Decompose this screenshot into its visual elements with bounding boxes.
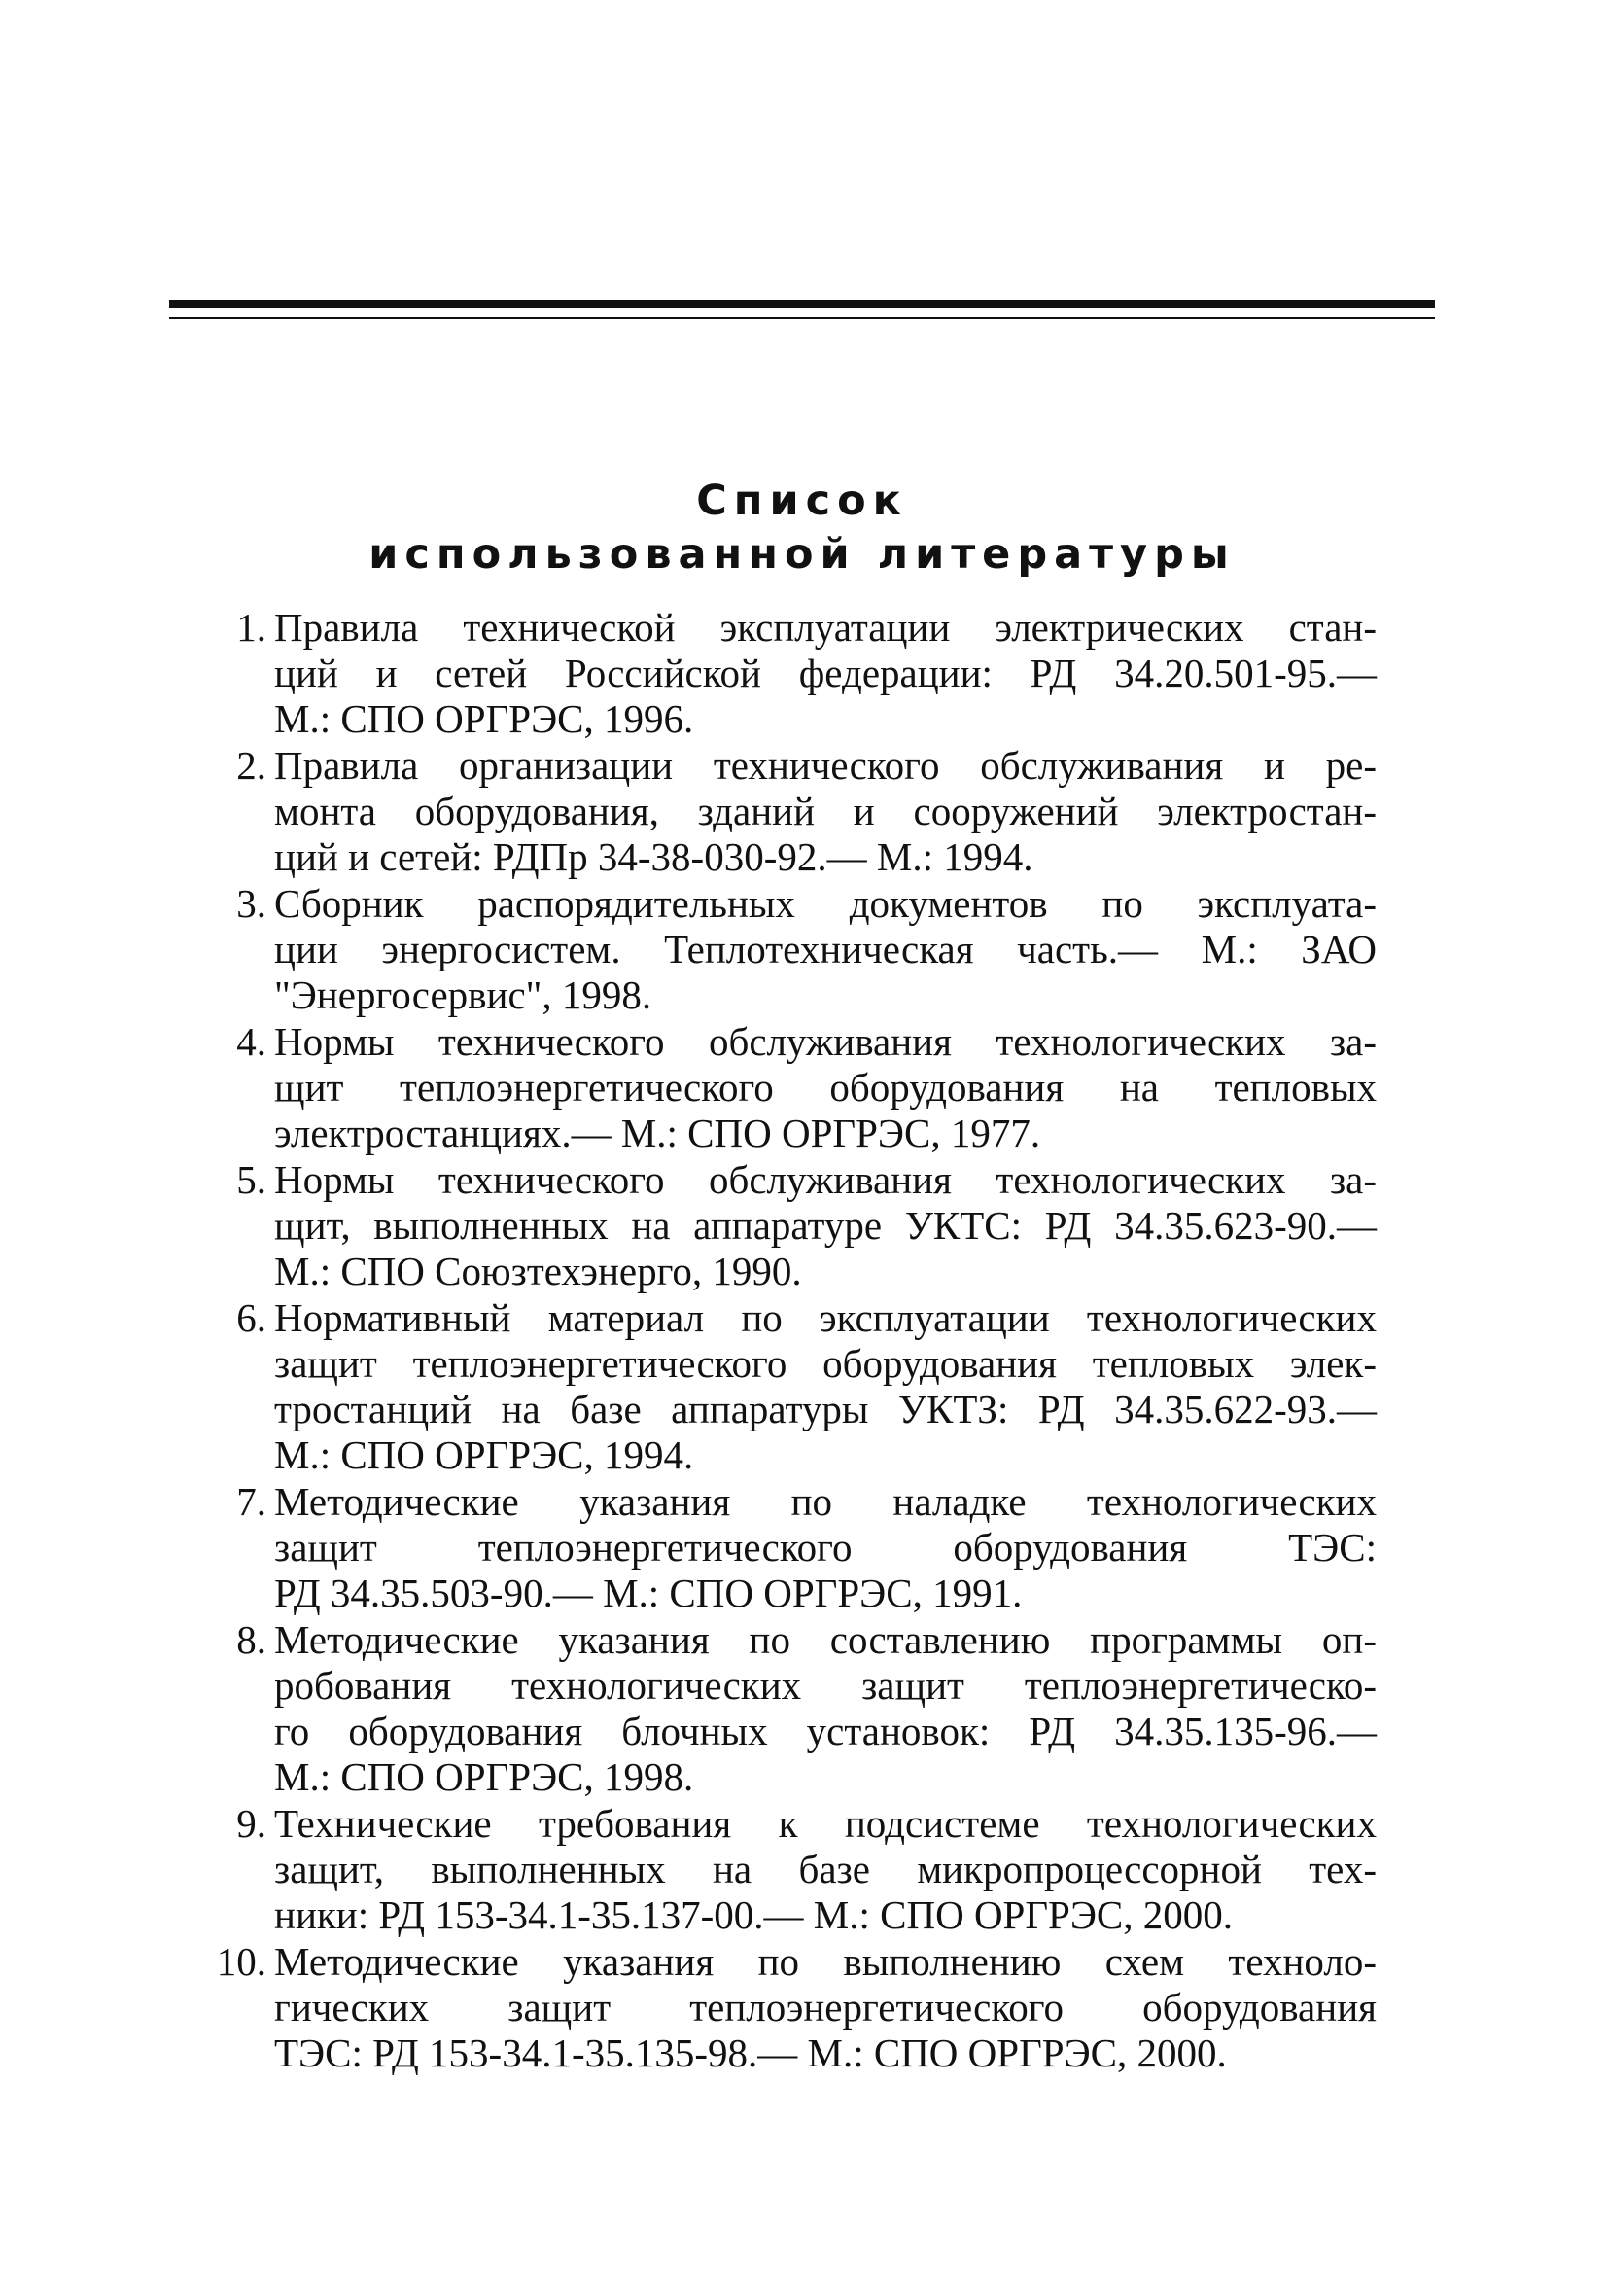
heading-line-2: использованной литературы <box>368 530 1236 579</box>
reference-number: 9. <box>236 1801 266 1846</box>
reference-text-line: гических защит теплоэнергетического оборудования <box>274 1985 1377 2030</box>
reference-number: 5. <box>236 1157 266 1202</box>
reference-number: 6. <box>236 1295 266 1340</box>
reference-item <box>214 1801 1377 1938</box>
reference-text-line: ции энергосистем. Теплотехническая часть.— М.: ЗАО <box>274 927 1377 971</box>
reference-number: 4. <box>236 1019 266 1064</box>
reference-text-line: М.: СПО ОРГРЭС, 1998. <box>274 1754 694 1799</box>
reference-number: 8. <box>236 1617 266 1662</box>
reference-list <box>214 605 1377 2077</box>
reference-text-line: Технические требования к подсистеме технологических <box>274 1801 1377 1846</box>
reference-text-line: Правила организации технического обслуживания и ре- <box>274 743 1377 788</box>
reference-text-line: го оборудования блочных установок: РД 34.35.135-96.— <box>274 1709 1377 1753</box>
reference-text-line: Нормы технического обслуживания технологических за- <box>274 1019 1377 1064</box>
reference-text-line: ций и сетей Российской федерации: РД 34.20.501-95.— <box>274 651 1377 695</box>
reference-text-line: РД 34.35.503-90.— М.: СПО ОРГРЭС, 1991. <box>274 1571 1023 1615</box>
reference-item <box>214 1479 1377 1616</box>
reference-text-line: Нормативный материал по эксплуатации технологических <box>274 1295 1377 1340</box>
reference-text-line: Нормы технического обслуживания технологических за- <box>274 1157 1377 1202</box>
reference-text-line: электростанциях.— М.: СПО ОРГРЭС, 1977. <box>274 1111 1041 1155</box>
reference-number: 10. <box>216 1939 266 1984</box>
reference-text-line: защит, выполненных на базе микропроцессорной тех- <box>274 1847 1377 1891</box>
header-rule-thick <box>169 300 1435 308</box>
reference-item <box>214 1019 1377 1156</box>
reference-text-line: М.: СПО Союзтехэнерго, 1990. <box>274 1249 802 1293</box>
header-rule-thin <box>169 317 1435 319</box>
reference-text-line: Сборник распорядительных документов по эксплуата- <box>274 881 1377 926</box>
reference-item <box>214 1157 1377 1294</box>
reference-item <box>214 743 1377 880</box>
reference-text-line: защит теплоэнергетического оборудования тепловых элек- <box>274 1341 1377 1386</box>
reference-text-line: М.: СПО ОРГРЭС, 1994. <box>274 1432 694 1477</box>
reference-text-line: М.: СПО ОРГРЭС, 1996. <box>274 696 694 741</box>
reference-text-line: "Энергосервис", 1998. <box>274 972 652 1017</box>
reference-text-line: робования технологических защит теплоэнергетическо- <box>274 1663 1377 1708</box>
reference-text-line: ций и сетей: РДПр 34-38-030-92.— М.: 1994. <box>274 834 1033 879</box>
reference-text-line: щит теплоэнергетического оборудования на тепловых <box>274 1065 1377 1110</box>
reference-item <box>214 605 1377 742</box>
reference-number: 3. <box>236 881 266 926</box>
reference-text-line: ТЭС: РД 153-34.1-35.135-98.— М.: СПО ОРГРЭС, 2000. <box>274 2031 1227 2075</box>
reference-text-line: Методические указания по наладке технологических <box>274 1479 1377 1524</box>
reference-text-line: Методические указания по составлению программы оп- <box>274 1617 1377 1662</box>
reference-item <box>214 1617 1377 1800</box>
reference-text-line: щит, выполненных на аппаратуре УКТС: РД 34.35.623-90.— <box>274 1203 1377 1248</box>
reference-text-line: Правила технической эксплуатации электрических стан- <box>274 605 1377 650</box>
reference-item <box>214 1295 1377 1478</box>
reference-number: 7. <box>236 1479 266 1524</box>
reference-item <box>214 881 1377 1018</box>
reference-text-line: Методические указания по выполнению схем техноло- <box>274 1939 1377 1984</box>
reference-number: 1. <box>236 605 266 650</box>
reference-text-line: монта оборудования, зданий и сооружений электростан- <box>274 789 1377 833</box>
reference-number: 2. <box>236 743 266 788</box>
reference-text-line: ники: РД 153-34.1-35.137-00.— М.: СПО ОРГРЭС, 2000. <box>274 1892 1234 1937</box>
reference-item <box>214 1939 1377 2076</box>
reference-text-line: тростанций на базе аппаратуры УКТЗ: РД 34.35.622-93.— <box>274 1387 1377 1431</box>
reference-text-line: защит теплоэнергетического оборудования ТЭС: <box>274 1525 1377 1570</box>
heading-line-1: Список <box>696 477 908 525</box>
